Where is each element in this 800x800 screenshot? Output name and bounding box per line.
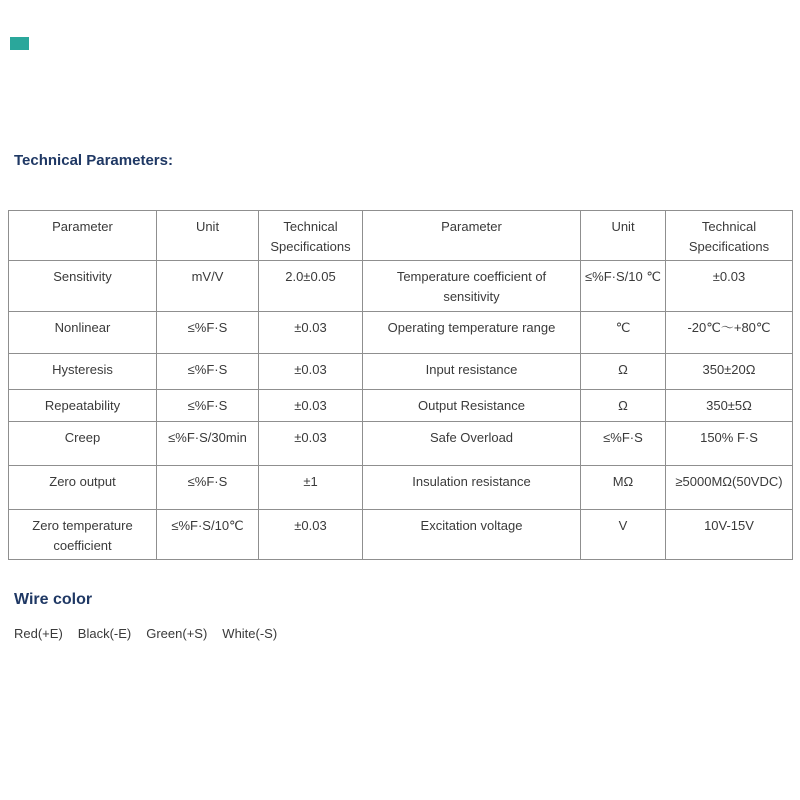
cell-spec-right: ≥5000MΩ(50VDC) xyxy=(666,465,793,509)
cell-parameter-left: Repeatability xyxy=(9,389,157,421)
cell-parameter-right: Operating temperature range xyxy=(363,311,581,353)
header-parameter-right: Parameter xyxy=(363,211,581,261)
cell-parameter-right: Input resistance xyxy=(363,353,581,389)
cell-unit-right: V xyxy=(581,509,666,559)
cell-unit-left: ≤%F·S xyxy=(157,353,259,389)
cell-spec-right: 350±5Ω xyxy=(666,389,793,421)
cell-unit-right: MΩ xyxy=(581,465,666,509)
cell-parameter-left: Sensitivity xyxy=(9,261,157,311)
cell-spec-left: ±0.03 xyxy=(259,311,363,353)
cell-spec-right: 10V-15V xyxy=(666,509,793,559)
cell-unit-right: ≤%F·S/10 ℃ xyxy=(581,261,666,311)
cell-spec-right: 150% F·S xyxy=(666,421,793,465)
cell-spec-left: ±0.03 xyxy=(259,389,363,421)
cell-parameter-right: Excitation voltage xyxy=(363,509,581,559)
cell-unit-left: ≤%F·S/30min xyxy=(157,421,259,465)
cell-unit-right: ℃ xyxy=(581,311,666,353)
wire-color-heading: Wire color xyxy=(14,591,93,608)
technical-parameters-heading: Technical Parameters: xyxy=(14,152,173,169)
cell-spec-left: ±0.03 xyxy=(259,353,363,389)
table-row xyxy=(9,311,793,353)
cell-unit-left: mV/V xyxy=(157,261,259,311)
cell-parameter-left: Zero output xyxy=(9,465,157,509)
cell-parameter-left: Zero temperature coefficient xyxy=(9,509,157,559)
cell-parameter-right: Temperature coefficient of sensitivity xyxy=(363,261,581,311)
header-spec-left: Technical Specifications xyxy=(259,211,363,261)
cell-unit-left: ≤%F·S/10℃ xyxy=(157,509,259,559)
technical-parameters-table xyxy=(8,210,793,560)
cell-parameter-right: Insulation resistance xyxy=(363,465,581,509)
wire-color-values xyxy=(14,626,277,641)
cell-spec-left: ±1 xyxy=(259,465,363,509)
cell-parameter-right: Safe Overload xyxy=(363,421,581,465)
cell-parameter-left: Nonlinear xyxy=(9,311,157,353)
cell-unit-right: ≤%F·S xyxy=(581,421,666,465)
cell-spec-right: -20℃～+80℃ xyxy=(666,311,793,353)
table-row xyxy=(9,509,793,559)
header-unit-left: Unit xyxy=(157,211,259,261)
wire-white-label: White(-S) xyxy=(222,626,278,641)
cell-unit-left: ≤%F·S xyxy=(157,465,259,509)
cell-unit-right: Ω xyxy=(581,389,666,421)
teal-corner-mark xyxy=(10,37,29,50)
table-row xyxy=(9,421,793,465)
table-header-row xyxy=(9,211,793,261)
table-row xyxy=(9,389,793,421)
cell-spec-right: ±0.03 xyxy=(666,261,793,311)
table-row xyxy=(9,261,793,311)
cell-spec-left: ±0.03 xyxy=(259,509,363,559)
wire-black-label: Black(-E) xyxy=(77,626,132,641)
cell-spec-right: 350±20Ω xyxy=(666,353,793,389)
cell-unit-left: ≤%F·S xyxy=(157,311,259,353)
cell-spec-left: 2.0±0.05 xyxy=(259,261,363,311)
cell-parameter-left: Hysteresis xyxy=(9,353,157,389)
cell-unit-left: ≤%F·S xyxy=(157,389,259,421)
header-spec-right: Technical Specifications xyxy=(666,211,793,261)
table-row xyxy=(9,353,793,389)
wire-red-label: Red(+E) xyxy=(14,626,63,641)
wire-green-label: Green(+S) xyxy=(146,626,208,641)
header-unit-right: Unit xyxy=(581,211,666,261)
cell-parameter-right: Output Resistance xyxy=(363,389,581,421)
cell-parameter-left: Creep xyxy=(9,421,157,465)
header-parameter-left: Parameter xyxy=(9,211,157,261)
cell-unit-right: Ω xyxy=(581,353,666,389)
table-row xyxy=(9,465,793,509)
cell-spec-left: ±0.03 xyxy=(259,421,363,465)
